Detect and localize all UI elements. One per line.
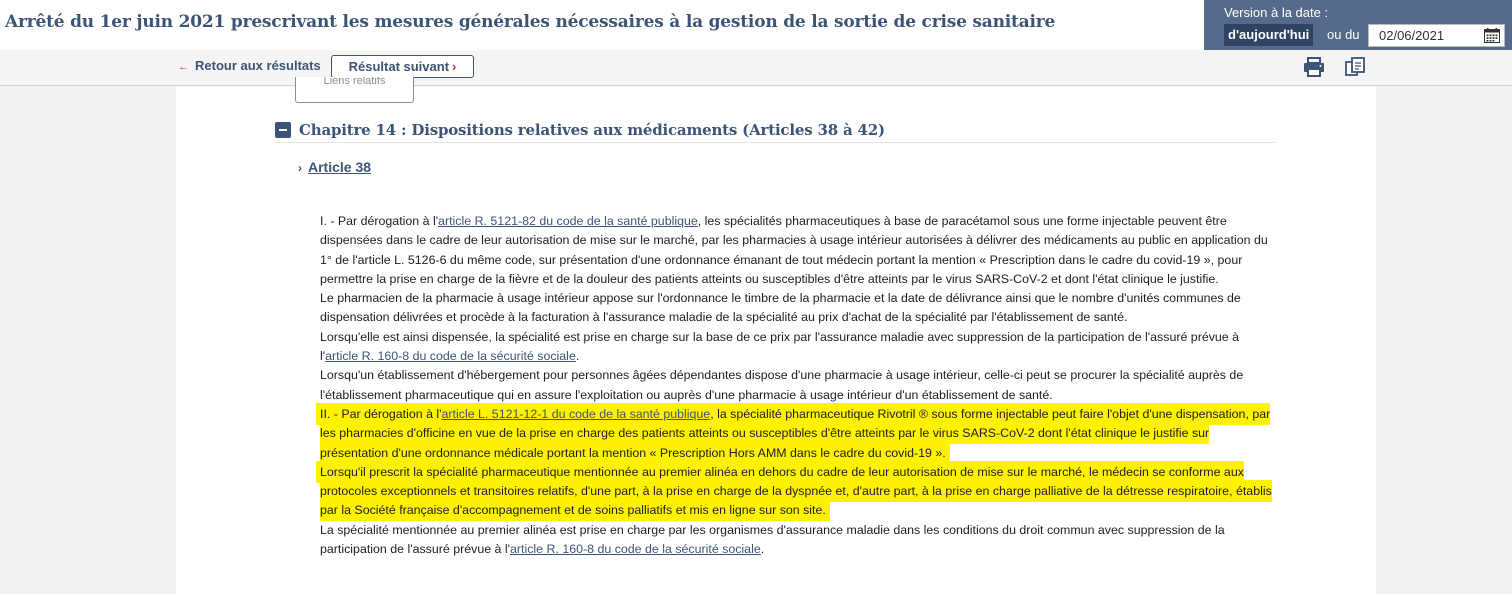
back-to-results-link[interactable] <box>178 58 321 73</box>
highlighted-paragraph: Lorsqu'il prescrit la spécialité pharmaceutique mentionnée au premier alinéa en dehors du cadre de leur autorisation de mise sur le marché, le médecin se conforme aux protocoles exceptionnels et transitoires relatifs, d'une part, à la prise en charge de la dyspnée et, d'autre part, à la prise en charge palliative de la détresse respiratoire, établis par la Société française d'accompagnement et de soins palliatifs et mis en ligne sur son site. <box>320 464 1272 518</box>
chevron-right-icon: › <box>452 59 457 74</box>
legal-reference-link[interactable]: article R. 5121-82 du code de la santé publique <box>438 214 698 228</box>
copy-icon[interactable] <box>1345 57 1366 78</box>
paragraph: Lorsqu'elle est ainsi dispensée, la spécialité est prise en charge sur la base de ce prix par l'assurance maladie avec suppression de la participation de l'assuré prévue à l'article R. 160-8 du code de la sécurité sociale. <box>320 329 1240 364</box>
version-label: Version à la date : <box>1224 5 1329 20</box>
print-icon[interactable] <box>1303 57 1325 77</box>
paragraph: Lorsqu'un établissement d'hébergement pour personnes âgées dépendantes dispose d'une pharmacie à usage intérieur, celle-ci peut se procurer la spécialité auprès de l'établissement pharmaceutique qui en assure l'exploitation ou auprès d'une pharmacie à usage intérieur d'un établissement de santé. <box>320 368 1244 402</box>
calendar-icon[interactable] <box>1484 28 1500 43</box>
date-input[interactable] <box>1368 24 1505 47</box>
article-card <box>176 77 1376 594</box>
article-heading <box>298 159 371 177</box>
highlighted-paragraph: II. - Par dérogation à l'article L. 5121-12-1 du code de la santé publique, la spécialité pharmaceutique Rivotril ® sous forme injectable peut faire l'objet d'une dispensation, par les pharmacies d'officine en vue de la prise en charge des patients atteints ou susceptibles d'être atteints par le virus SARS-CoV-2 dont l'état clinique le justifie sur présentation d'une ordonnance médicale portant la mention « Prescription Hors AMM dans le cadre du covid-19 ». <box>320 406 1271 460</box>
today-button[interactable]: d'aujourd'hui <box>1224 24 1313 46</box>
back-label: Retour aux résultats <box>195 58 321 73</box>
legal-reference-link[interactable]: article R. 160-8 du code de la sécurité sociale <box>325 349 576 364</box>
paragraph: La spécialité mentionnée au premier alinéa est prise en charge par les organismes d'assurance maladie dans les conditions du droit commun avec suppression de la participation de l'assuré prévue à l'article R. 160-8 du code de la sécurité sociale. <box>320 522 1225 557</box>
chevron-right-icon: › <box>298 161 302 175</box>
page-title: Arrêté du 1er juin 2021 prescrivant les mesures générales nécessaires à la gestion de la sortie de crise sanitaire <box>5 12 1056 32</box>
legal-reference-link[interactable]: article L. 5121-12-1 du code de la santé publique <box>441 406 711 421</box>
next-result-button[interactable] <box>331 55 474 78</box>
article-link[interactable]: Article 38 <box>308 159 372 175</box>
left-arrow-icon: ← <box>178 61 189 73</box>
collapse-icon[interactable] <box>275 122 291 138</box>
paragraph: Le pharmacien de la pharmacie à usage intérieur appose sur l'ordonnance le timbre de la pharmacie et la date de délivrance ainsi que le nombre d'unités communes de dispensation délivrées et procède à la facturation à l'assurance maladie de la spécialité au prix d'achat de la spécialité par l'établissement de santé. <box>320 291 1241 325</box>
toolbar <box>0 50 1512 86</box>
related-links-button[interactable]: Liens relatifs <box>295 77 414 103</box>
legal-reference-link[interactable]: article R. 160-8 du code de la sécurité sociale <box>510 542 761 557</box>
next-label: Résultat suivant <box>348 59 450 74</box>
article-body <box>320 212 1280 559</box>
chapter-title: Chapitre 14 : Dispositions relatives aux médicaments (Articles 38 à 42) <box>299 121 885 139</box>
top-header <box>0 0 1512 50</box>
paragraph: I. - Par dérogation à l'article R. 5121-82 du code de la santé publique, les spécialités pharmaceutiques à base de paracétamol sous une forme injectable peuvent être dispensées dans le cadre de leur autorisation de mise sur le marché, par les pharmacies à usage intérieur autorisées à délivrer des médicaments au public en application du 1° de l'article L. 5126-6 du même code, sur présentation d'une ordonnance émanant de tout médecin portant la mention « Prescription dans le cadre du covid-19 », pour permettre la prise en charge de la fièvre et de la douleur des patients atteints ou susceptibles d'être atteints par le virus SARS-CoV-2 et dont l'état clinique le justifie. <box>320 214 1268 286</box>
date-value: 02/06/2021 <box>1379 28 1445 43</box>
or-label: ou du <box>1327 27 1360 42</box>
chapter-header <box>275 119 1276 143</box>
version-selector <box>1204 0 1512 50</box>
